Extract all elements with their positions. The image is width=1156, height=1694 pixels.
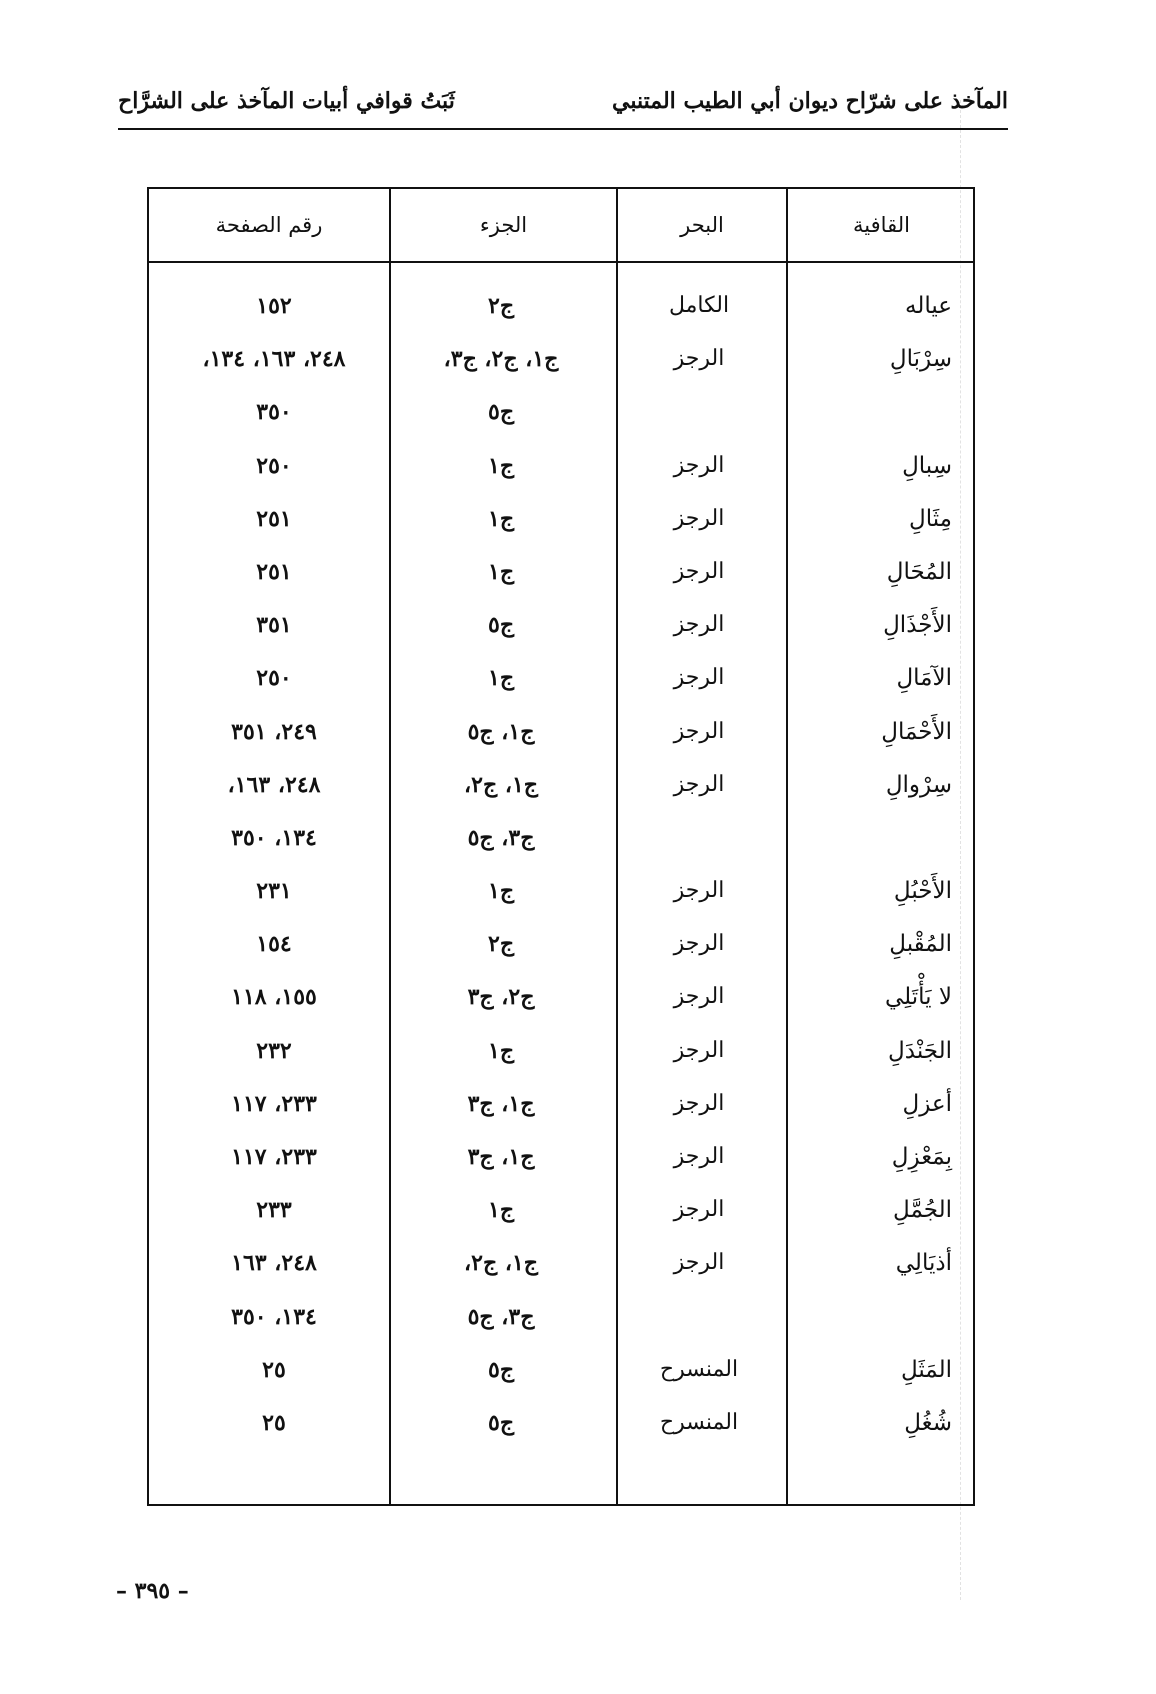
page-cell: ٢٥١ (256, 558, 292, 585)
meter-cell (619, 1295, 779, 1348)
meter-cell: المنسرح (659, 1409, 739, 1435)
rhyme-cell: الجَنْدَلِ (888, 1037, 952, 1064)
part-cell: ج١ (487, 1037, 515, 1064)
column-header-meter: البحر (680, 213, 724, 237)
table-row (149, 497, 973, 550)
rhyme-cell: لا يَأْتَلِي (884, 984, 952, 1011)
part-cell: ج١ (487, 505, 515, 532)
table-row (149, 710, 973, 763)
part-cell: ج٥ (487, 399, 515, 426)
table-row (149, 550, 973, 603)
page-cell: ٢٣٢ (256, 1037, 292, 1064)
part-cell: ج١، ج٥ (467, 718, 535, 745)
table-row (149, 816, 973, 869)
page-cell: ٢٣١ (256, 878, 292, 905)
part-cell: ج٥ (487, 612, 515, 639)
rhyme-cell: سِبالِ (902, 452, 952, 479)
meter-cell: الرجز (673, 346, 725, 372)
meter-cell: الرجز (673, 1197, 725, 1223)
rhyme-cell: الجُمَّلِ (893, 1197, 952, 1224)
table-row (149, 1029, 973, 1082)
page-cell: ٢٥٠ (256, 452, 292, 479)
part-cell: ج١ (487, 452, 515, 479)
part-cell: ج١، ج٢، (464, 771, 538, 798)
table-row (149, 1188, 973, 1241)
meter-cell: الرجز (673, 878, 725, 904)
rhyme-cell: الأَحْبُلِ (893, 878, 952, 905)
table-row (149, 1295, 973, 1348)
page-cell: ٢٥٠ (256, 665, 292, 692)
page-cell: ٢٥ (262, 1356, 286, 1383)
rhyme-cell: سِرْوالِ (885, 771, 952, 798)
meter-cell: الرجز (673, 612, 725, 638)
page-cell: ٣٥٠ (256, 399, 292, 426)
rhyme-cell: الأَجْذَالِ (883, 612, 952, 639)
rhyme-cell: المُقْبلِ (889, 931, 952, 958)
rhyme-cell: عياله (904, 293, 952, 319)
rhyme-cell: أذيَالِي (895, 1250, 952, 1277)
page-cell: ٢٤٨، ١٦٣، (227, 771, 321, 798)
section-title: ثَبَتُ قوافي أبيات المآخذ على الشرَّاح (118, 88, 455, 114)
meter-cell: الرجز (673, 505, 725, 531)
page-cell: ٢٣٣ (256, 1197, 292, 1224)
part-cell: ج١، ج٢، (464, 1250, 538, 1277)
header-divider (149, 261, 973, 263)
page-cell: ٢٥١ (256, 505, 292, 532)
part-cell: ج٣، ج٥ (467, 1303, 535, 1330)
meter-cell: الرجز (673, 452, 725, 478)
rhyme-cell: مِثَالِ (909, 505, 952, 532)
meter-cell: الرجز (673, 718, 725, 744)
part-cell: ج١ (487, 878, 515, 905)
column-header-part: الجزء (479, 213, 528, 237)
table-row (149, 1241, 973, 1294)
meter-cell: الرجز (673, 1144, 725, 1169)
running-header (118, 84, 1008, 130)
page-cell: ٢٣٣، ١١٧ (231, 1144, 317, 1170)
rhyme-index-table (147, 187, 975, 1506)
table-row (149, 444, 973, 497)
meter-cell: الرجز (673, 558, 725, 584)
rhyme-cell (792, 1295, 952, 1348)
part-cell: ج٣، ج٥ (467, 824, 535, 851)
page-cell: ٢٥ (262, 1409, 286, 1436)
rhyme-cell: المَثَلِ (900, 1356, 952, 1383)
part-cell: ج٥ (487, 1409, 515, 1436)
column-header-page: رقم الصفحة (215, 213, 323, 237)
table-body (149, 284, 973, 1454)
meter-cell (619, 816, 779, 869)
meter-cell: الرجز (673, 931, 725, 957)
meter-cell (619, 390, 779, 443)
table-row (149, 284, 973, 337)
part-cell: ج٢ (487, 293, 515, 319)
page-cell: ٣٥١ (256, 612, 292, 639)
table-row (149, 656, 973, 709)
table-row (149, 390, 973, 443)
page-cell: ١٣٤، ٣٥٠ (231, 1303, 317, 1330)
page-cell: ٢٤٩، ٣٥١ (231, 718, 317, 745)
page-number: – ٣٩٥ – (116, 1578, 189, 1604)
column-header-rhyme: القافية (853, 213, 910, 237)
page-cell: ١٥٢ (256, 293, 292, 319)
page-cell: ٢٤٨، ١٦٣، ١٣٤، (202, 346, 346, 373)
rhyme-cell: المُحَالِ (886, 558, 952, 585)
rhyme-cell: الآمَالِ (896, 665, 952, 692)
table-row (149, 763, 973, 816)
table-row (149, 1401, 973, 1454)
book-title: المآخذ على شرّاح ديوان أبي الطيب المتنبي (612, 88, 1008, 114)
page-cell: ١٥٤ (256, 931, 292, 958)
page-cell: ١٣٤، ٣٥٠ (231, 824, 317, 851)
table-row (149, 869, 973, 922)
page-cell: ١٥٥، ١١٨ (231, 984, 317, 1011)
meter-cell: الرجز (673, 1090, 725, 1116)
table-row (149, 922, 973, 975)
part-cell: ج١ (487, 1197, 515, 1224)
meter-cell: الرجز (673, 665, 725, 691)
meter-cell: الكامل (668, 293, 730, 318)
page-cell: ٢٤٨، ١٦٣ (231, 1250, 317, 1277)
rhyme-cell: سِرْبَالِ (889, 346, 952, 373)
rhyme-cell: الأَحْمَالِ (881, 718, 952, 745)
rhyme-cell: بِمَعْزِلِ (891, 1144, 952, 1170)
rhyme-cell (792, 816, 952, 869)
rhyme-cell (792, 390, 952, 443)
page-cell: ٢٣٣، ١١٧ (231, 1090, 317, 1117)
part-cell: ج١ (487, 558, 515, 585)
table-row (149, 1135, 973, 1188)
table-row (149, 1348, 973, 1401)
rhyme-cell: شُغُلِ (904, 1409, 952, 1436)
part-cell: ج٥ (487, 1356, 515, 1383)
table-row (149, 603, 973, 656)
part-cell: ج١، ج٢، ج٣، (443, 346, 559, 373)
meter-cell: الرجز (673, 984, 725, 1010)
meter-cell: الرجز (673, 1250, 725, 1276)
meter-cell: المنسرح (659, 1356, 739, 1382)
table-row (149, 337, 973, 390)
part-cell: ج١، ج٣ (467, 1090, 535, 1117)
table-row (149, 1082, 973, 1135)
part-cell: ج١، ج٣ (467, 1144, 535, 1170)
part-cell: ج٢ (487, 931, 515, 958)
table-row (149, 975, 973, 1028)
part-cell: ج١ (487, 665, 515, 692)
meter-cell: الرجز (673, 1037, 725, 1063)
meter-cell: الرجز (673, 771, 725, 797)
part-cell: ج٢، ج٣ (467, 984, 535, 1011)
rhyme-cell: أعزلِ (902, 1090, 952, 1117)
